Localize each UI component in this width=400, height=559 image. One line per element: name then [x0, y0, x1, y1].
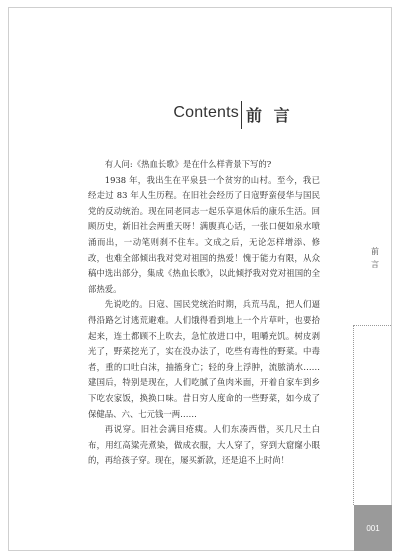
- side-section-title-text: 前 言: [371, 247, 379, 269]
- body-text: [88, 157, 320, 469]
- page-header: [0, 101, 400, 127]
- paragraph: 再说穿。旧社会满目疮痍。人们东凑西借，买几尺土白布，用红高粱壳煮染，做成衣服，大人穿了，穿到大窟窿小眼的，再给孩子穿。现在，屡买新款，还是追不上时尚！: [88, 424, 320, 466]
- paragraph: 有人问:《热血长歌》是在什么样背景下写的?: [104, 159, 272, 169]
- side-section-title: [368, 245, 382, 271]
- corner-dotted-line-horizontal: [353, 325, 391, 326]
- paragraph: 先说吃的。日寇、国民党统治时期，兵荒马乱，把人们逼得沿路乞讨逃荒避难。人们饿得看到地上一个片草叶，也要拾起来，连土都顾不上吹去，急忙放进口中，咀嚼充饥。树皮剥光了，野菜挖光了，实在没办法了，吃些有毒性的野菜。中毒者，重的口吐白沫，抽搐身亡；轻的身上浮肿，流脓淌水……建国后，特别是现在，人们吃腻了鱼肉米面，开着自家车到乡下吃农家饭，换换口味。昔日穷人度命的一些野菜，如今成了保健品、六、七元钱一两……: [88, 299, 320, 419]
- corner-dotted-line-vertical: [353, 325, 354, 505]
- header-divider: [241, 101, 242, 129]
- header-title-english: Contents: [173, 104, 239, 121]
- header-title-chinese: 前 言: [246, 106, 293, 125]
- page-number-tab: [354, 505, 392, 551]
- paragraph: 1938 年，我出生在平泉县一个贫穷的山村。至今，我已经走过 83 年人生历程。在旧社会经历了日寇野蛮侵华与国民党的反动统治。现在同老同志一起乐享退休后的康乐生活。回顾历史，新旧社会两重天呀！满腹真心话，一张口便如泉水喷涌而出，一动笔则刹不住车。文成之后，无论怎样增添、修改，也难全部倾出我对党对祖国的热爱！愧于能力有限，从众稿中选出部分，集成《热血长歌》，以此倾抒我对党对祖国的全部热爱。: [88, 174, 320, 294]
- page-number: 001: [366, 523, 380, 533]
